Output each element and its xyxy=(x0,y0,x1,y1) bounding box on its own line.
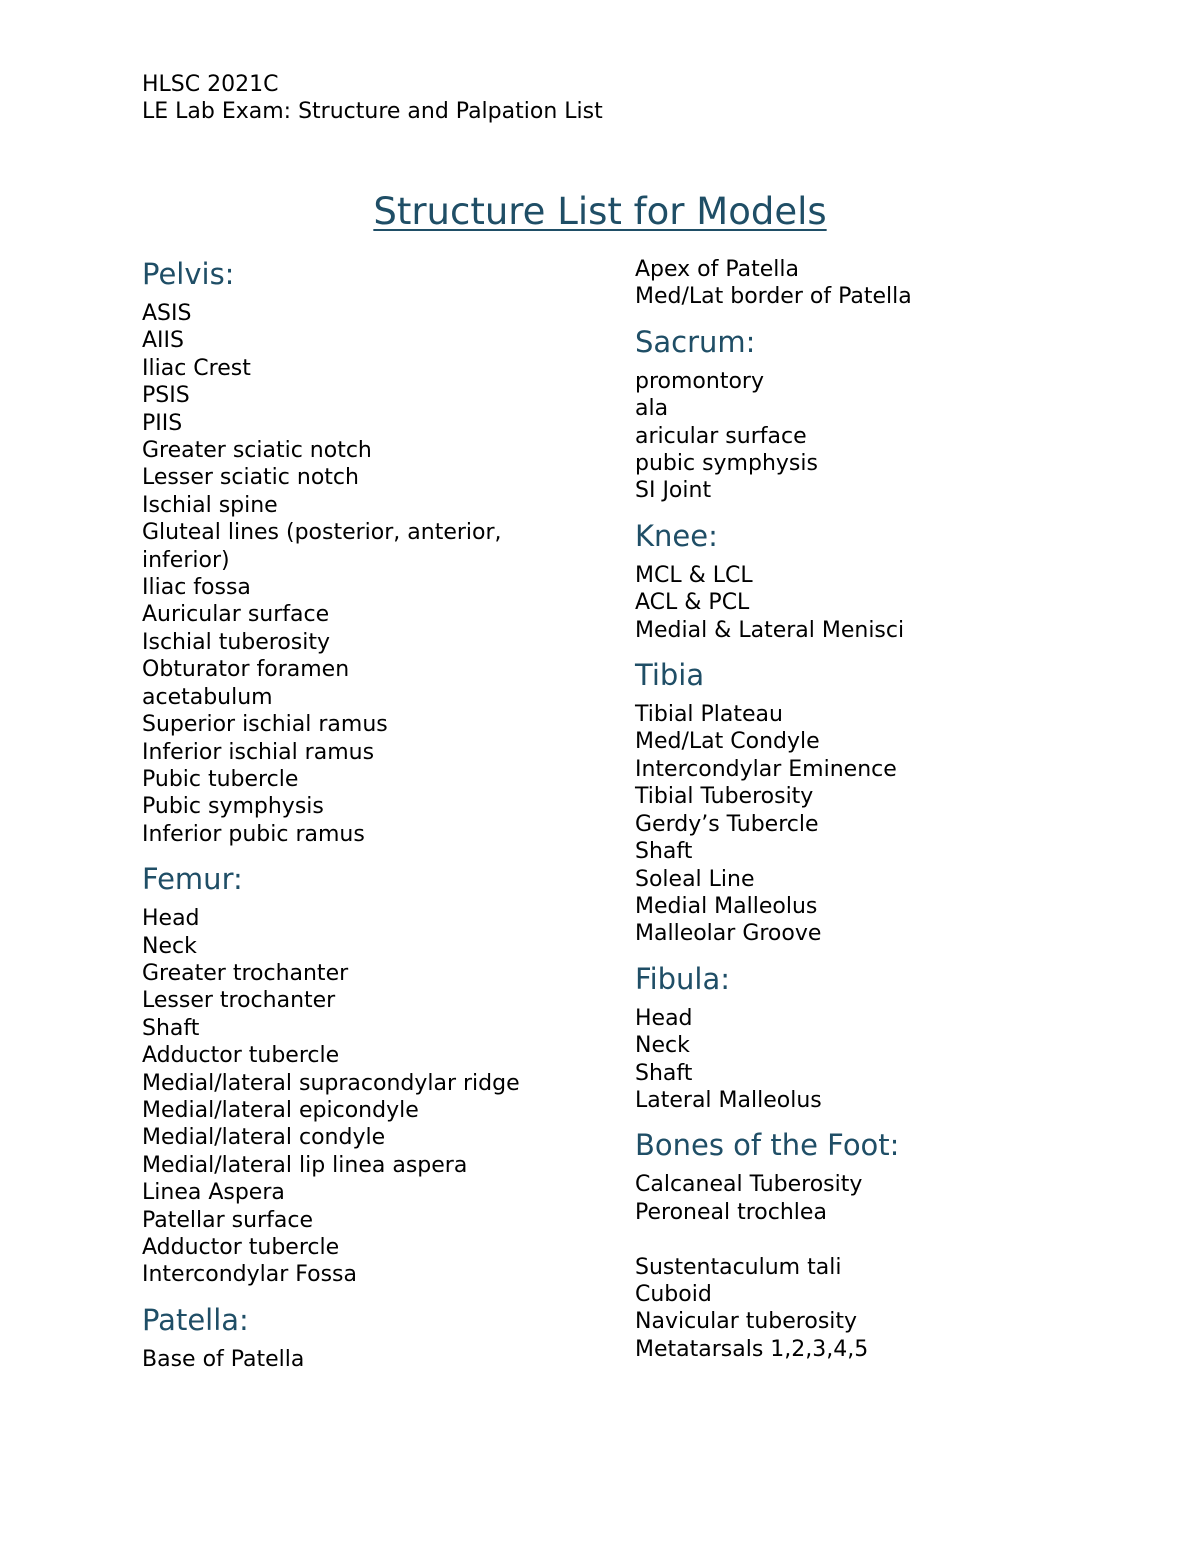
document-subtitle: LE Lab Exam: Structure and Palpation List xyxy=(142,99,603,124)
list-item: Gerdy’s Tubercle xyxy=(635,811,819,837)
list-item: Shaft xyxy=(142,1015,200,1041)
list-item: Tibial Plateau xyxy=(635,702,783,728)
list-item: Lesser trochanter xyxy=(142,988,336,1014)
list-item: Greater sciatic notch xyxy=(142,438,372,464)
section-heading: Sacrum: xyxy=(635,324,756,359)
list-item: Pubic tubercle xyxy=(142,766,299,792)
list-item: promontory xyxy=(635,368,764,394)
list-item: Medial/lateral lip linea aspera xyxy=(142,1152,468,1178)
list-item: Superior ischial ramus xyxy=(142,712,388,738)
list-item: Greater trochanter xyxy=(142,960,349,986)
list-item: Sustentaculum tali xyxy=(635,1254,842,1280)
list-item: Metatarsals 1,2,3,4,5 xyxy=(635,1336,869,1362)
list-item: Med/Lat border of Patella xyxy=(635,284,912,310)
list-item: Base of Patella xyxy=(142,1346,305,1372)
list-item: Malleolar Groove xyxy=(635,921,822,947)
list-item: Neck xyxy=(142,933,197,959)
section-femur xyxy=(142,861,622,1289)
section-heading: Pelvis: xyxy=(142,257,235,291)
list-item: Calcaneal Tuberosity xyxy=(635,1172,863,1198)
section-heading: Patella: xyxy=(142,1302,249,1337)
list-item: Medial & Lateral Menisci xyxy=(635,617,905,643)
list-item: Pubic symphysis xyxy=(142,794,324,820)
list-item: Head xyxy=(635,1005,693,1031)
structure-list xyxy=(142,905,622,1289)
list-item: Medial/lateral supracondylar ridge xyxy=(142,1070,520,1096)
structure-list xyxy=(635,256,1115,311)
document-header xyxy=(142,71,603,125)
list-item: Soleal Line xyxy=(635,866,755,892)
section-continued xyxy=(635,256,1115,311)
structure-list xyxy=(635,1171,1115,1363)
structure-list xyxy=(635,368,1115,505)
list-item: Tibial Tuberosity xyxy=(635,784,814,810)
section-sacrum xyxy=(635,324,1115,505)
list-item: pubic symphysis xyxy=(635,451,818,477)
section-heading: Tibia xyxy=(635,658,705,693)
structure-list xyxy=(142,300,622,848)
structure-list xyxy=(635,1005,1115,1115)
section-bones-of-the-foot xyxy=(635,1127,1115,1363)
list-item: Apex of Patella xyxy=(635,257,800,282)
list-item: Iliac Crest xyxy=(142,355,251,381)
list-item: Medial Malleolus xyxy=(635,893,818,919)
list-item: Inferior pubic ramus xyxy=(142,821,365,847)
list-item: MCL & LCL xyxy=(635,562,753,588)
list-item: Ischial spine xyxy=(142,492,278,518)
list-item: Obturator foramen xyxy=(142,657,350,683)
list-item: Intercondylar Eminence xyxy=(635,756,897,782)
list-item: Shaft xyxy=(635,1060,693,1086)
list-item: Adductor tubercle xyxy=(142,1043,340,1069)
list-item: ASIS xyxy=(142,301,192,326)
list-item: Medial/lateral condyle xyxy=(142,1125,386,1151)
structure-list xyxy=(635,701,1115,948)
section-knee xyxy=(635,518,1115,644)
list-item: Adductor tubercle xyxy=(142,1235,340,1260)
left-column xyxy=(142,256,622,1373)
list-item: Lesser sciatic notch xyxy=(142,465,359,491)
list-item: Inferior ischial ramus xyxy=(142,739,375,765)
section-heading: Femur: xyxy=(142,862,243,897)
list-item: acetabulum xyxy=(142,684,273,710)
section-tibia xyxy=(635,657,1115,948)
list-item: inferior) xyxy=(142,547,230,573)
section-heading: Fibula: xyxy=(635,961,731,996)
list-item: Cuboid xyxy=(635,1281,712,1307)
list-item: Gluteal lines (posterior, anterior, xyxy=(142,520,502,546)
list-item: Iliac fossa xyxy=(142,575,251,601)
course-code: HLSC 2021C xyxy=(142,72,279,97)
list-item: Peroneal trochlea xyxy=(635,1199,827,1225)
section-fibula xyxy=(635,961,1115,1115)
list-item: Linea Aspera xyxy=(142,1180,285,1206)
section-heading: Knee: xyxy=(635,518,718,553)
list-item: Navicular tuberosity xyxy=(635,1309,858,1335)
list-item: Auricular surface xyxy=(142,602,330,628)
section-pelvis xyxy=(142,256,622,848)
list-item: Medial/lateral epicondyle xyxy=(142,1097,419,1123)
list-item: Neck xyxy=(635,1033,690,1059)
list-item: PIIS xyxy=(142,410,183,436)
list-item: Intercondylar Fossa xyxy=(142,1262,358,1288)
list-item: PSIS xyxy=(142,383,190,409)
list-item: Patellar surface xyxy=(142,1207,313,1233)
structure-list xyxy=(635,562,1115,644)
page-title: Structure List for Models xyxy=(373,190,827,233)
list-item: Ischial tuberosity xyxy=(142,629,330,655)
section-patella xyxy=(142,1302,622,1373)
structure-list xyxy=(142,1346,622,1373)
list-item: SI Joint xyxy=(635,478,712,504)
list-item: ala xyxy=(635,396,669,422)
list-item: Lateral Malleolus xyxy=(635,1087,822,1113)
right-column xyxy=(635,256,1115,1363)
list-item: Med/Lat Condyle xyxy=(635,729,820,755)
list-item: Head xyxy=(142,906,200,932)
section-heading: Bones of the Foot: xyxy=(635,1128,900,1163)
list-item: aricular surface xyxy=(635,423,807,449)
list-item: AIIS xyxy=(142,328,184,354)
list-item: ACL & PCL xyxy=(635,590,750,616)
list-item: Shaft xyxy=(635,839,693,865)
